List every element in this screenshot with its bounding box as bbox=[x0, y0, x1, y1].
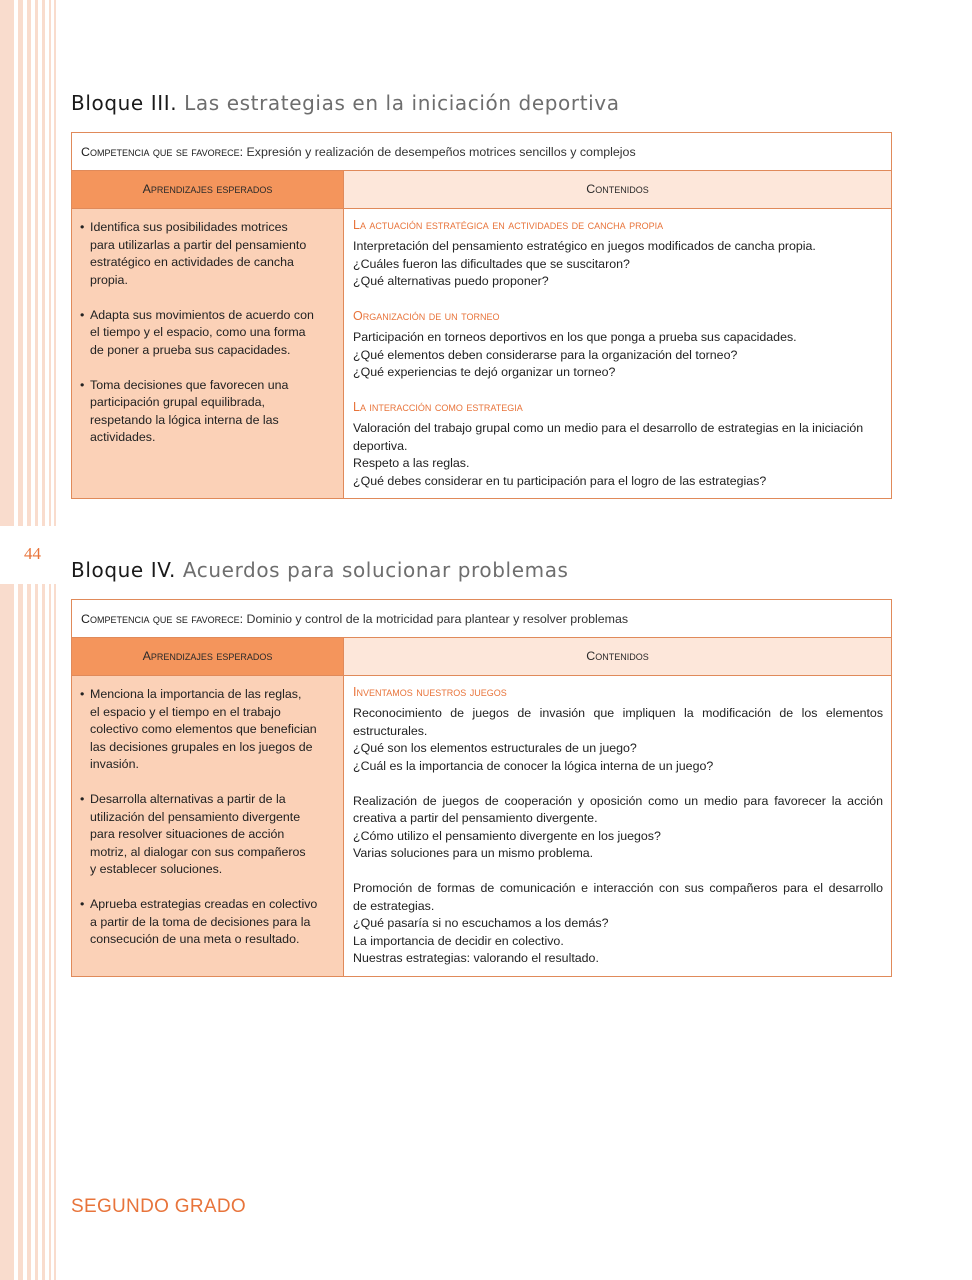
text-line: Promoción de formas de comunicación e interacción con sus compañeros para el desarrollo bbox=[353, 881, 884, 895]
block-4-table bbox=[71, 599, 892, 977]
text-line: y establecer soluciones. bbox=[90, 862, 223, 876]
text-line: ¿Qué debes considerar en tu participación para el logro de las estrategias? bbox=[353, 473, 767, 488]
text-line: Respeto a las reglas. bbox=[353, 456, 470, 470]
text-line: Reconocimiento de juegos de invasión que impliquen la modificación de los elementos bbox=[353, 706, 884, 720]
contenido-section-title: La actuación estratégica en actividades de cancha propia bbox=[353, 218, 664, 232]
aprendizaje-item: • Aprueba estrategias creadas en colectivo a partir de la toma de decisiones para la consecución de una meta o resultado. bbox=[80, 896, 333, 949]
text-line: actividades. bbox=[90, 430, 156, 444]
contenidos-cell bbox=[344, 676, 892, 977]
text-line: ¿Cuál es la importancia de conocer la lógica interna de un juego? bbox=[353, 758, 714, 773]
text-line: invasión. bbox=[90, 757, 139, 771]
text-line: para resolver situaciones de acción bbox=[90, 827, 285, 841]
aprendizajes-header: Aprendizajes esperados bbox=[72, 638, 344, 676]
text-line: motriz, al dialogar con sus compañeros bbox=[90, 844, 306, 859]
aprendizaje-item: • Toma decisiones que favorecen una participación grupal equilibrada, respetando la lógica interna de las actividades. bbox=[80, 377, 333, 447]
text-line: Valoración del trabajo grupal como un medio para el desarrollo de estrategias en la iniciación bbox=[353, 421, 864, 435]
text-line: de poner a prueba sus capacidades. bbox=[90, 342, 291, 357]
block-4-name: Acuerdos para solucionar problemas bbox=[182, 558, 569, 582]
text-line: Toma decisiones que favorecen una bbox=[90, 377, 289, 392]
block-3-number: Bloque III. bbox=[71, 91, 178, 115]
contenido-section bbox=[353, 308, 883, 382]
contenido-section bbox=[353, 399, 883, 490]
contenido-section-title: Inventamos nuestros juegos bbox=[353, 685, 507, 699]
block-4-number: Bloque IV. bbox=[71, 558, 176, 582]
text-line: estratégico en actividades de cancha bbox=[90, 255, 294, 269]
contenido-section-title: La interacción como estrategia bbox=[353, 400, 523, 414]
block-4-title bbox=[71, 558, 569, 582]
text-line: deportiva. bbox=[353, 438, 408, 453]
text-line: a partir de la toma de decisiones para la bbox=[90, 914, 311, 929]
text-line: ¿Qué alternativas puedo proponer? bbox=[353, 274, 549, 288]
block-3-competencia bbox=[72, 133, 892, 171]
text-line: respetando la lógica interna de las bbox=[90, 412, 279, 427]
text-line: Identifica sus posibilidades motrices bbox=[90, 220, 288, 234]
aprendizajes-cell bbox=[72, 209, 344, 499]
text-line: ¿Cuáles fueron las dificultades que se suscitaron? bbox=[353, 256, 630, 271]
text-line: Desarrolla alternativas a partir de la bbox=[90, 792, 286, 806]
text-line: de estrategias. bbox=[353, 898, 435, 913]
text-line: para utilizarlas a partir del pensamiento bbox=[90, 237, 307, 252]
text-line: Menciona la importancia de las reglas, bbox=[90, 687, 302, 701]
contenido-section-title: Organización de un torneo bbox=[353, 309, 500, 323]
text-line: el espacio y el tiempo en el trabajo bbox=[90, 704, 281, 719]
text-line: ¿Cómo utilizo el pensamiento divergente en los juegos? bbox=[353, 828, 661, 843]
block-3-name: Las estrategias en la iniciación deportiva bbox=[184, 91, 620, 115]
text-line: el tiempo y el espacio, como una forma bbox=[90, 325, 306, 339]
aprendizajes-header: Aprendizajes esperados bbox=[72, 171, 344, 209]
text-line: consecución de una meta o resultado. bbox=[90, 932, 300, 946]
competencia-text: Dominio y control de la motricidad para plantear y resolver problemas bbox=[246, 612, 629, 626]
aprendizajes-cell bbox=[72, 676, 344, 977]
text-line: participación grupal equilibrada, bbox=[90, 395, 265, 409]
page-margin-stripes bbox=[0, 0, 60, 1280]
text-line: ¿Qué son los elementos estructurales de un juego? bbox=[353, 741, 637, 755]
aprendizaje-item: • Identifica sus posibilidades motrices para utilizarlas a partir del pensamiento estratégico en actividades de cancha propia. bbox=[80, 219, 333, 289]
block-3-title bbox=[71, 91, 620, 115]
page-number: 44 bbox=[24, 544, 41, 563]
text-line: las decisiones grupales en los juegos de bbox=[90, 739, 313, 754]
text-line: Interpretación del pensamiento estratégico en juegos modificados de cancha propia. bbox=[353, 239, 816, 253]
contenidos-cell bbox=[344, 209, 892, 499]
text-line: Participación en torneos deportivos en los que ponga a prueba sus capacidades. bbox=[353, 330, 797, 344]
aprendizaje-item: • Desarrolla alternativas a partir de la utilización del pensamiento divergente para resolver situaciones de acción motriz, al dialogar con sus compañeros y establecer soluciones. bbox=[80, 791, 333, 879]
contenidos-header: Contenidos bbox=[344, 171, 892, 209]
text-line: Nuestras estrategias: valorando el resultado. bbox=[353, 951, 599, 965]
text-line: La importancia de decidir en colectivo. bbox=[353, 933, 564, 948]
text-line: Varias soluciones para un mismo problema. bbox=[353, 846, 594, 860]
text-line: creativa a partir del pensamiento divergente. bbox=[353, 811, 598, 825]
competencia-text: Expresión y realización de desempeños motrices sencillos y complejos bbox=[246, 145, 636, 159]
contenido-section bbox=[353, 217, 883, 291]
contenido-paragraph bbox=[353, 705, 883, 775]
text-line: colectivo como elementos que benefician bbox=[90, 722, 317, 736]
competencia-label: Competencia que se favorece: bbox=[81, 145, 244, 159]
aprendizaje-item: • Menciona la importancia de las reglas, el espacio y el tiempo en el trabajo colectivo como elementos que benefician las decisiones grupales en los juegos de invasión. bbox=[80, 686, 333, 774]
aprendizaje-item: • Adapta sus movimientos de acuerdo con el tiempo y el espacio, como una forma de poner a prueba sus capacidades. bbox=[80, 307, 333, 360]
contenido-paragraph bbox=[353, 880, 883, 968]
text-line: ¿Qué pasaría si no escuchamos a los demás? bbox=[353, 916, 609, 930]
footer-grade: SEGUNDO GRADO bbox=[71, 1196, 246, 1217]
text-line: Realización de juegos de cooperación y oposición como un medio para favorecer la acción bbox=[353, 793, 884, 808]
text-line: Adapta sus movimientos de acuerdo con bbox=[90, 307, 314, 322]
text-line: propia. bbox=[90, 272, 128, 287]
competencia-label: Competencia que se favorece: bbox=[81, 612, 244, 626]
block-4-competencia bbox=[72, 600, 892, 638]
contenidos-header: Contenidos bbox=[344, 638, 892, 676]
text-line: ¿Qué elementos deben considerarse para la organización del torneo? bbox=[353, 347, 738, 362]
text-line: utilización del pensamiento divergente bbox=[90, 809, 301, 824]
text-line: ¿Qué experiencias te dejó organizar un torneo? bbox=[353, 365, 616, 379]
text-line: estructurales. bbox=[353, 723, 428, 738]
block-3-table bbox=[71, 132, 892, 499]
contenido-paragraph bbox=[353, 793, 883, 863]
text-line: Aprueba estrategias creadas en colectivo bbox=[90, 897, 318, 911]
